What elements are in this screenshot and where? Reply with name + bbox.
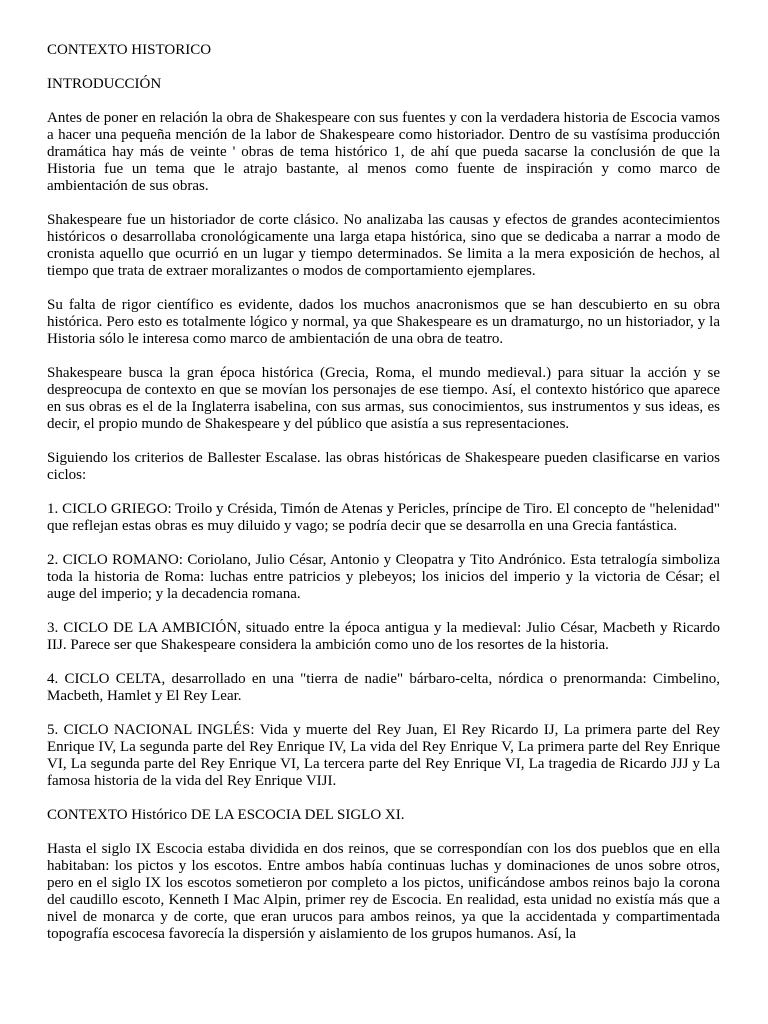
section-heading-escocia: CONTEXTO Histórico DE LA ESCOCIA DEL SIGLO XI.	[47, 807, 405, 823]
paragraph-epoca: Shakespeare busca la gran época histórica (Grecia, Roma, el mundo medieval.) para situar la acción y se despreocupa de contexto en que se movían los personajes de ese tiempo. Así, el contexto histórico que aparece en sus obras es el de la Inglaterra isabelina, con sus armas, sus conocimientos, sus instrumentos y sus ideas, es decir, el propio mundo de Shakespeare y del público que asistía a sus representaciones.	[47, 365, 720, 432]
list-item-ciclo-nacional: 5. CICLO NACIONAL INGLÉS: Vida y muerte del Rey Juan, El Rey Ricardo IJ, La primera parte del Rey Enrique IV, La segunda parte del Rey Enrique IV, La vida del Rey Enrique V, La primera parte del Rey Enrique VI, La segunda parte del Rey Enrique VI, La tercera parte del Rey Enrique VI, La tragedia de Ricardo JJJ y La famosa historia de la vida del Rey Enrique VIJI.	[47, 722, 720, 789]
list-item-ciclo-ambicion: 3. CICLO DE LA AMBICIÓN, situado entre la época antigua y la medieval: Julio César, Macbeth y Ricardo IIJ. Parece ser que Shakespeare considera la ambición como uno de los resortes de la historia.	[47, 620, 720, 653]
paragraph-escocia: Hasta el siglo IX Escocia estaba dividida en dos reinos, que se correspondían con los dos pueblos que en ella habitaban: los pictos y los escotos. Entre ambos había continuas luchas y dominaciones de unos sobre otros, pero en el siglo IX los escotos sometieron por completo a los pictos, unificándose ambos reinos bajo la corona del caudillo escoto, Kenneth I Mac Alpin, primer rey de Escocia. En realidad, esta unidad no existía más que a nivel de monarca y de corte, que eran urucos para ambos reinos, ya que la accidentada y compartimentada topografía escocesa favorecía la dispersión y aislamiento de los grupos humanos. Así, la	[47, 841, 720, 942]
document-title: CONTEXTO HISTORICO	[47, 42, 212, 58]
list-item-ciclo-griego: 1. CICLO GRIEGO: Troilo y Crésida, Timón de Atenas y Pericles, príncipe de Tiro. El concepto de "helenidad" que reflejan estas obras es muy diluido y vago; se podría decir que se desarrolla en una Grecia fantástica.	[47, 501, 720, 534]
paragraph-intro: Antes de poner en relación la obra de Shakespeare con sus fuentes y con la verdadera historia de Escocia vamos a hacer una pequeña mención de la labor de Shakespeare como historiador. Dentro de su vastísima producción dramática hay más de veinte ' obras de tema histórico 1, de ahí que pueda sacarse la conclusión de que la Historia fue un tema que le atrajo bastante, al menos como fuente de inspiración y como marco de ambientación de sus obras.	[47, 110, 720, 194]
paragraph-historiador: Shakespeare fue un historiador de corte clásico. No analizaba las causas y efectos de grandes acontecimientos históricos o desarrollaba cronológicamente una larga etapa histórica, sino que se dedicaba a narrar a modo de cronista aquello que ocurrió en un lugar y tiempo determinados. Se limita a la mera exposición de hechos, al tiempo que trata de extraer moralizantes o modos de comportamiento ejemplares.	[47, 212, 720, 279]
list-item-ciclo-celta: 4. CICLO CELTA, desarrollado en una "tierra de nadie" bárbaro-celta, nórdica o prenormanda: Cimbelino, Macbeth, Hamlet y El Rey Lear.	[47, 671, 720, 704]
paragraph-rigor: Su falta de rigor científico es evidente, dados los muchos anacronismos que se han descubierto en su obra histórica. Pero esto es totalmente lógico y normal, ya que Shakespeare es un dramaturgo, no un historiador, y la Historia sólo le interesa como marco de ambientación de una obra de teatro.	[47, 297, 720, 347]
list-item-ciclo-romano: 2. CICLO ROMANO: Coriolano, Julio César, Antonio y Cleopatra y Tito Andrónico. Esta tetralogía simboliza toda la historia de Roma: luchas entre patricios y plebeyos; los inicios del imperio y la victoria de César; el auge del imperio; y la decadencia romana.	[47, 552, 720, 602]
section-heading-introduccion: INTRODUCCIÓN	[47, 76, 162, 92]
paragraph-ciclos-intro: Siguiendo los criterios de Ballester Escalase. las obras históricas de Shakespeare pueden clasificarse en varios ciclos:	[47, 450, 720, 483]
